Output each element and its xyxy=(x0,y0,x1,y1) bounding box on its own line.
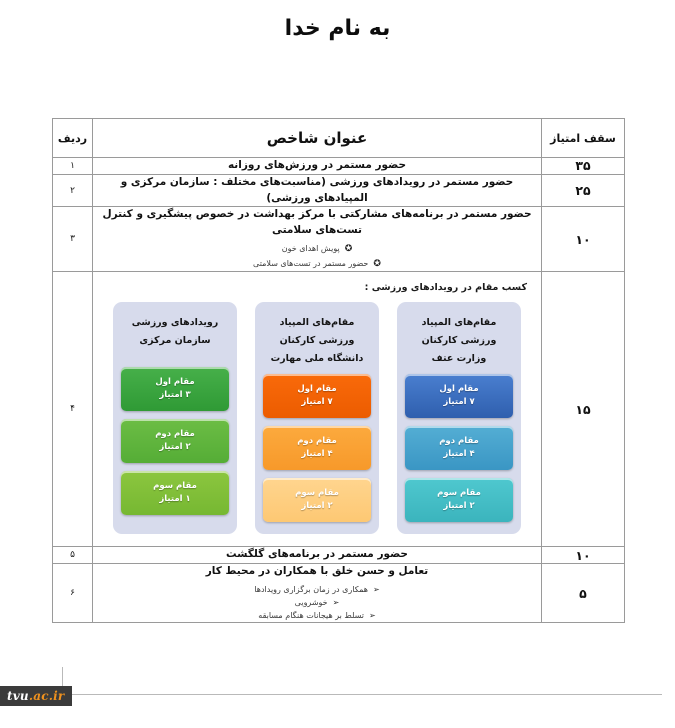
table-row xyxy=(53,174,625,207)
panel-chip-list xyxy=(405,374,513,522)
chip-rank-label: مقام سوم xyxy=(153,481,197,492)
chip-points-label: ۴ امتیاز xyxy=(301,449,333,460)
rank-chip xyxy=(263,478,371,522)
cell-indicator-title xyxy=(93,547,542,564)
cell-row-number: ۶ xyxy=(53,563,93,622)
list-item xyxy=(93,609,541,622)
panel-heading-line2: دانشگاه ملی مهارت xyxy=(270,352,364,364)
rank-chip xyxy=(263,374,371,418)
cell-indicator-title xyxy=(93,563,542,622)
cell-row-number: ۵ xyxy=(53,547,93,564)
cell-score-cap: ۳۵ xyxy=(542,158,625,175)
chip-rank-label: مقام اول xyxy=(155,377,195,388)
panel-heading-line2: وزارت عتف xyxy=(431,352,487,364)
diagram-panels xyxy=(103,302,531,534)
list-item xyxy=(93,257,541,272)
list-item xyxy=(93,583,541,596)
panel-heading xyxy=(263,311,371,374)
chip-points-label: ۲ امتیاز xyxy=(159,442,191,453)
chip-points-label: ۳ امتیاز xyxy=(159,390,191,401)
bullet-circle-icon: ✪ xyxy=(373,258,381,269)
panel-heading-line1: مقام‌های المپیاد ورزشی کارکنان xyxy=(279,317,355,346)
chip-points-label: ۴ امتیاز xyxy=(443,449,475,460)
table-header-row xyxy=(53,119,625,158)
list-item xyxy=(93,242,541,257)
header-indicator: عنوان شاخص xyxy=(93,119,542,158)
diagram-panel xyxy=(255,302,379,534)
chip-points-label: ۲ امتیاز xyxy=(443,501,475,512)
bullet-arrow-icon: ➢ xyxy=(372,584,380,594)
indicator-title-text: حضور مستمر در برنامه‌های مشارکتی با مرکز بهداشت در خصوص پیشگیری و کنترل تست‌های سلامتی xyxy=(102,208,532,236)
rank-chip xyxy=(121,367,229,411)
cell-score-cap: ۱۰ xyxy=(542,207,625,272)
diagram-panel xyxy=(397,302,521,534)
sub-item-label: همکاری در زمان برگزاری رویدادها xyxy=(254,584,368,594)
chip-points-label: ۱ امتیاز xyxy=(159,494,191,505)
panel-chip-list xyxy=(263,374,371,522)
watermark-name: tvu xyxy=(7,689,29,703)
sub-item-label: پویش اهدای خون xyxy=(281,243,340,253)
cell-row-number: ۱ xyxy=(53,158,93,175)
watermark-domain: .ac.ir xyxy=(28,689,65,703)
cell-score-cap: ۱۵ xyxy=(542,272,625,547)
panel-heading xyxy=(121,311,229,367)
panel-chip-list xyxy=(121,367,229,515)
table-row xyxy=(53,207,625,272)
cell-indicator-title xyxy=(93,174,542,207)
header-score-cap: سقف امتیاز xyxy=(542,119,625,158)
table-row xyxy=(53,158,625,175)
cell-score-cap: ۱۰ xyxy=(542,547,625,564)
indicator-title-text: تعامل و حسن خلق با همکاران در محیط کار xyxy=(205,564,429,577)
indicator-title-text: حضور مستمر در برنامه‌های گلگشت xyxy=(225,548,408,561)
site-watermark xyxy=(0,686,72,706)
chip-points-label: ۷ امتیاز xyxy=(301,397,333,408)
table-row xyxy=(53,563,625,622)
list-item xyxy=(93,596,541,609)
panel-heading-line2: سازمان مرکزی xyxy=(139,335,211,346)
bullet-arrow-icon: ➢ xyxy=(369,611,376,620)
cell-diagram xyxy=(93,272,542,547)
cell-row-number: ۳ xyxy=(53,207,93,272)
diagram-caption: کسب مقام در رویدادهای ورزشی : xyxy=(364,282,527,294)
chip-rank-label: مقام اول xyxy=(297,383,337,394)
indicator-title-text: حضور مستمر در رویدادهای ورزشی (مناسبت‌های مختلف : سازمان مرکزی و المپیادهای ورزشی) xyxy=(120,175,514,204)
rank-chip xyxy=(405,478,513,522)
chip-points-label: ۲ امتیاز xyxy=(301,501,333,512)
chip-rank-label: مقام سوم xyxy=(295,487,339,498)
sub-item-label: حضور مستمر در تست‌های سلامتی xyxy=(253,258,369,268)
rank-chip xyxy=(405,426,513,470)
page-title: به نام خدا xyxy=(284,16,391,41)
chip-points-label: ۷ امتیاز xyxy=(443,397,475,408)
panel-heading-line1: رویدادهای ورزشی xyxy=(131,317,219,329)
sub-item-label: تسلط بر هیجانات هنگام مسابقه xyxy=(258,611,364,620)
rank-chip xyxy=(263,426,371,470)
header-row-no: ردیف xyxy=(53,119,93,158)
indicators-table xyxy=(52,118,625,623)
panel-heading xyxy=(405,311,513,374)
chip-rank-label: مقام اول xyxy=(439,383,479,394)
table-body xyxy=(53,158,625,623)
sub-item-label: خوشرویی xyxy=(294,597,328,607)
chip-rank-label: مقام دوم xyxy=(155,429,195,440)
diagram-panel xyxy=(113,302,237,534)
cell-row-number: ۲ xyxy=(53,174,93,207)
rank-chip xyxy=(121,419,229,463)
table-row xyxy=(53,272,625,547)
cell-score-cap: ۲۵ xyxy=(542,174,625,207)
bullet-arrow-icon: ➢ xyxy=(332,597,340,607)
rank-chip xyxy=(121,471,229,515)
achievements-diagram xyxy=(93,272,541,546)
chip-rank-label: مقام دوم xyxy=(439,435,479,446)
cell-indicator-title xyxy=(93,158,542,175)
watermark-rule xyxy=(62,694,662,695)
chip-rank-label: مقام سوم xyxy=(437,487,481,498)
indicator-title-text: حضور مستمر در ورزش‌های روزانه xyxy=(227,159,407,171)
bullet-circle-icon: ✪ xyxy=(344,243,353,254)
indicator-sub-list xyxy=(93,583,541,623)
cell-score-cap: ۵ xyxy=(542,563,625,622)
indicator-sub-list xyxy=(93,242,541,272)
table-row xyxy=(53,547,625,564)
panel-heading-line1: مقام‌های المپیاد ورزشی کارکنان xyxy=(421,317,497,346)
cell-row-number: ۴ xyxy=(53,272,93,547)
rank-chip xyxy=(405,374,513,418)
chip-rank-label: مقام دوم xyxy=(297,435,337,446)
cell-indicator-title xyxy=(93,207,542,272)
